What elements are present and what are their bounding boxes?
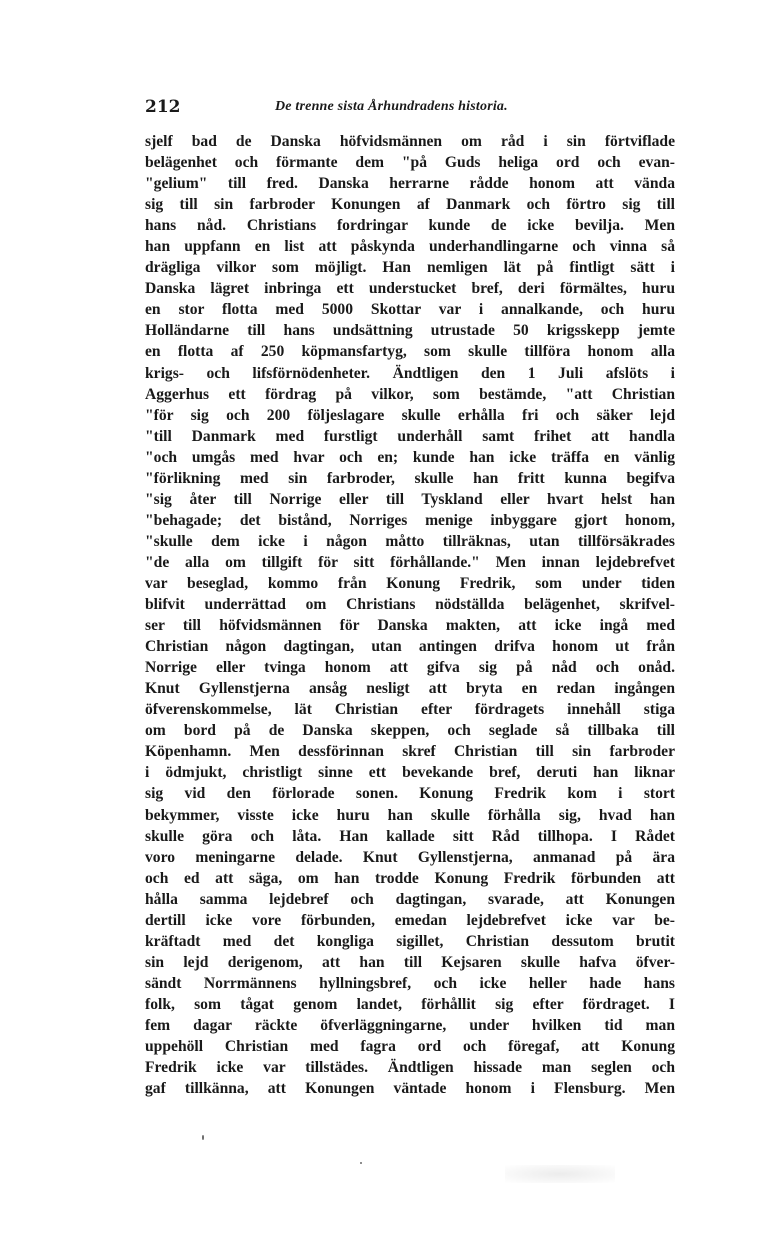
text-line: öfverenskommelse, lät Christian efter fördragets innehåll stiga bbox=[145, 701, 675, 719]
running-title: De trenne sista Århundradens historia. bbox=[275, 99, 508, 114]
text-line: drägliga vilkor som möjligt. Han nemligen lät på fintligt sätt i bbox=[145, 259, 675, 277]
text-line: "de alla om tillgift för sitt förhållande." Men innan lejdebrefvet bbox=[145, 553, 675, 571]
text-line: sjelf bad de Danska höfvidsmännen om råd i sin förtviflade bbox=[145, 133, 675, 150]
text-line: skulle göra och låta. Han kallade sitt Råd tillhopa. I Rådet bbox=[145, 827, 675, 845]
text-line: Fredrik icke var tillstädes. Ändtligen hissade man seglen och bbox=[145, 1059, 675, 1077]
text-line: gaf tillkänna, att Konungen väntade honom i Flensburg. Men bbox=[145, 1080, 675, 1098]
text-line: sig vid den förlorade sonen. Konung Fredrik kom i stort bbox=[145, 785, 675, 803]
ink-speck bbox=[202, 1135, 204, 1140]
text-line: fem dagar räckte öfverläggningarne, under hvilken tid man bbox=[145, 1016, 675, 1034]
text-line: om bord på de Danska skeppen, och seglade så tillbaka till bbox=[145, 722, 675, 740]
text-line: "till Danmark med furstligt underhåll samt frihet att handla bbox=[145, 427, 675, 445]
text-line: "sig åter till Norrige eller till Tyskland eller hvart helst han bbox=[145, 490, 675, 508]
text-line: "och umgås med hvar och en; kunde han icke träffa en vänlig bbox=[145, 448, 675, 466]
text-line: uppehöll Christian med fagra ord och föregaf, att Konung bbox=[145, 1038, 675, 1056]
text-line: Danska lägret inbringa ett understucket bref, deri förmältes, huru bbox=[145, 280, 675, 298]
text-line: hans nåd. Christians fordringar kunde de icke bevilja. Men bbox=[145, 217, 675, 235]
text-line: "förlikning med sin farbroder, skulle han fritt kunna begifva bbox=[145, 469, 675, 487]
text-line: Holländarne till hans undsättning utrustade 50 krigsskepp jemte bbox=[145, 322, 675, 340]
text-line: och ed att säga, om han trodde Konung Fredrik förbunden att bbox=[145, 869, 675, 887]
text-line: voro meningarne delade. Knut Gyllenstjerna, anmanad på ära bbox=[145, 848, 675, 866]
text-line: en stor flotta med 5000 Skottar var i annalkande, och huru bbox=[145, 301, 675, 319]
text-line: Knut Gyllenstjerna ansåg nesligt att bryta en redan ingången bbox=[145, 680, 675, 698]
text-line: folk, som tågat genom landet, förhållit sig efter fördraget. I bbox=[145, 995, 675, 1013]
ink-speck bbox=[360, 1162, 362, 1164]
text-line: bekymmer, visste icke huru han skulle förhålla sig, hvad han bbox=[145, 806, 675, 824]
text-line: sändt Norrmännens hyllningsbref, och icke heller hade hans bbox=[145, 974, 675, 992]
page-number: 212 bbox=[145, 97, 181, 117]
text-line: Aggerhus ett fördrag på vilkor, som bestämde, "att Christian bbox=[145, 385, 675, 403]
body-text bbox=[145, 131, 675, 1099]
text-line: hålla samma lejdebref och dagtingan, svarade, att Konungen bbox=[145, 890, 675, 908]
text-line: sin lejd derigenom, att han till Kejsaren skulle hafva öfver- bbox=[145, 953, 675, 971]
text-line: "skulle dem icke i någon måtto tillräknas, utan tillförsäkrades bbox=[145, 532, 675, 550]
text-line: krigs- och lifsförnödenheter. Ändtligen den 1 Juli afslöts i bbox=[145, 364, 675, 382]
text-line: Christian någon dagtingan, utan antingen drifva honom ut från bbox=[145, 638, 675, 656]
text-line: blifvit underrättad om Christians nödställda belägenhet, skrifvel- bbox=[145, 596, 675, 614]
text-line: "för sig och 200 följeslagare skulle erhålla fri och säker lejd bbox=[145, 406, 675, 424]
paper-smudge bbox=[505, 1165, 615, 1183]
text-line: "behagade; det bistånd, Norriges menige inbyggare gjort honom, bbox=[145, 511, 675, 529]
text-line: Norrige eller tvinga honom att gifva sig på nåd och onåd. bbox=[145, 659, 675, 677]
text-line: Köpenhamn. Men dessförinnan skref Christian till sin farbroder bbox=[145, 743, 675, 761]
text-line: sig till sin farbroder Konungen af Danmark och förtro sig till bbox=[145, 196, 675, 214]
text-line: var beseglad, kommo från Konung Fredrik, som under tiden bbox=[145, 574, 675, 592]
text-line: kräftadt med det kongliga sigillet, Christian dessutom brutit bbox=[145, 932, 675, 950]
text-line: i ödmjukt, christligt sinne ett bevekande bref, deruti han liknar bbox=[145, 764, 675, 782]
text-line: "gelium" till fred. Danska herrarne rådde honom att vända bbox=[145, 175, 675, 193]
text-line: han uppfann en list att påskynda underhandlingarne och vinna så bbox=[145, 238, 675, 256]
page-header bbox=[145, 97, 675, 127]
text-line: belägenhet och förmante dem "på Guds heliga ord och evan- bbox=[145, 154, 675, 172]
text-line: en flotta af 250 köpmansfartyg, som skulle tillföra honom alla bbox=[145, 343, 675, 361]
text-line: ser till höfvidsmännen för Danska makten, att icke ingå med bbox=[145, 617, 675, 635]
text-line: dertill icke vore förbunden, emedan lejdebrefvet icke var be- bbox=[145, 911, 675, 929]
